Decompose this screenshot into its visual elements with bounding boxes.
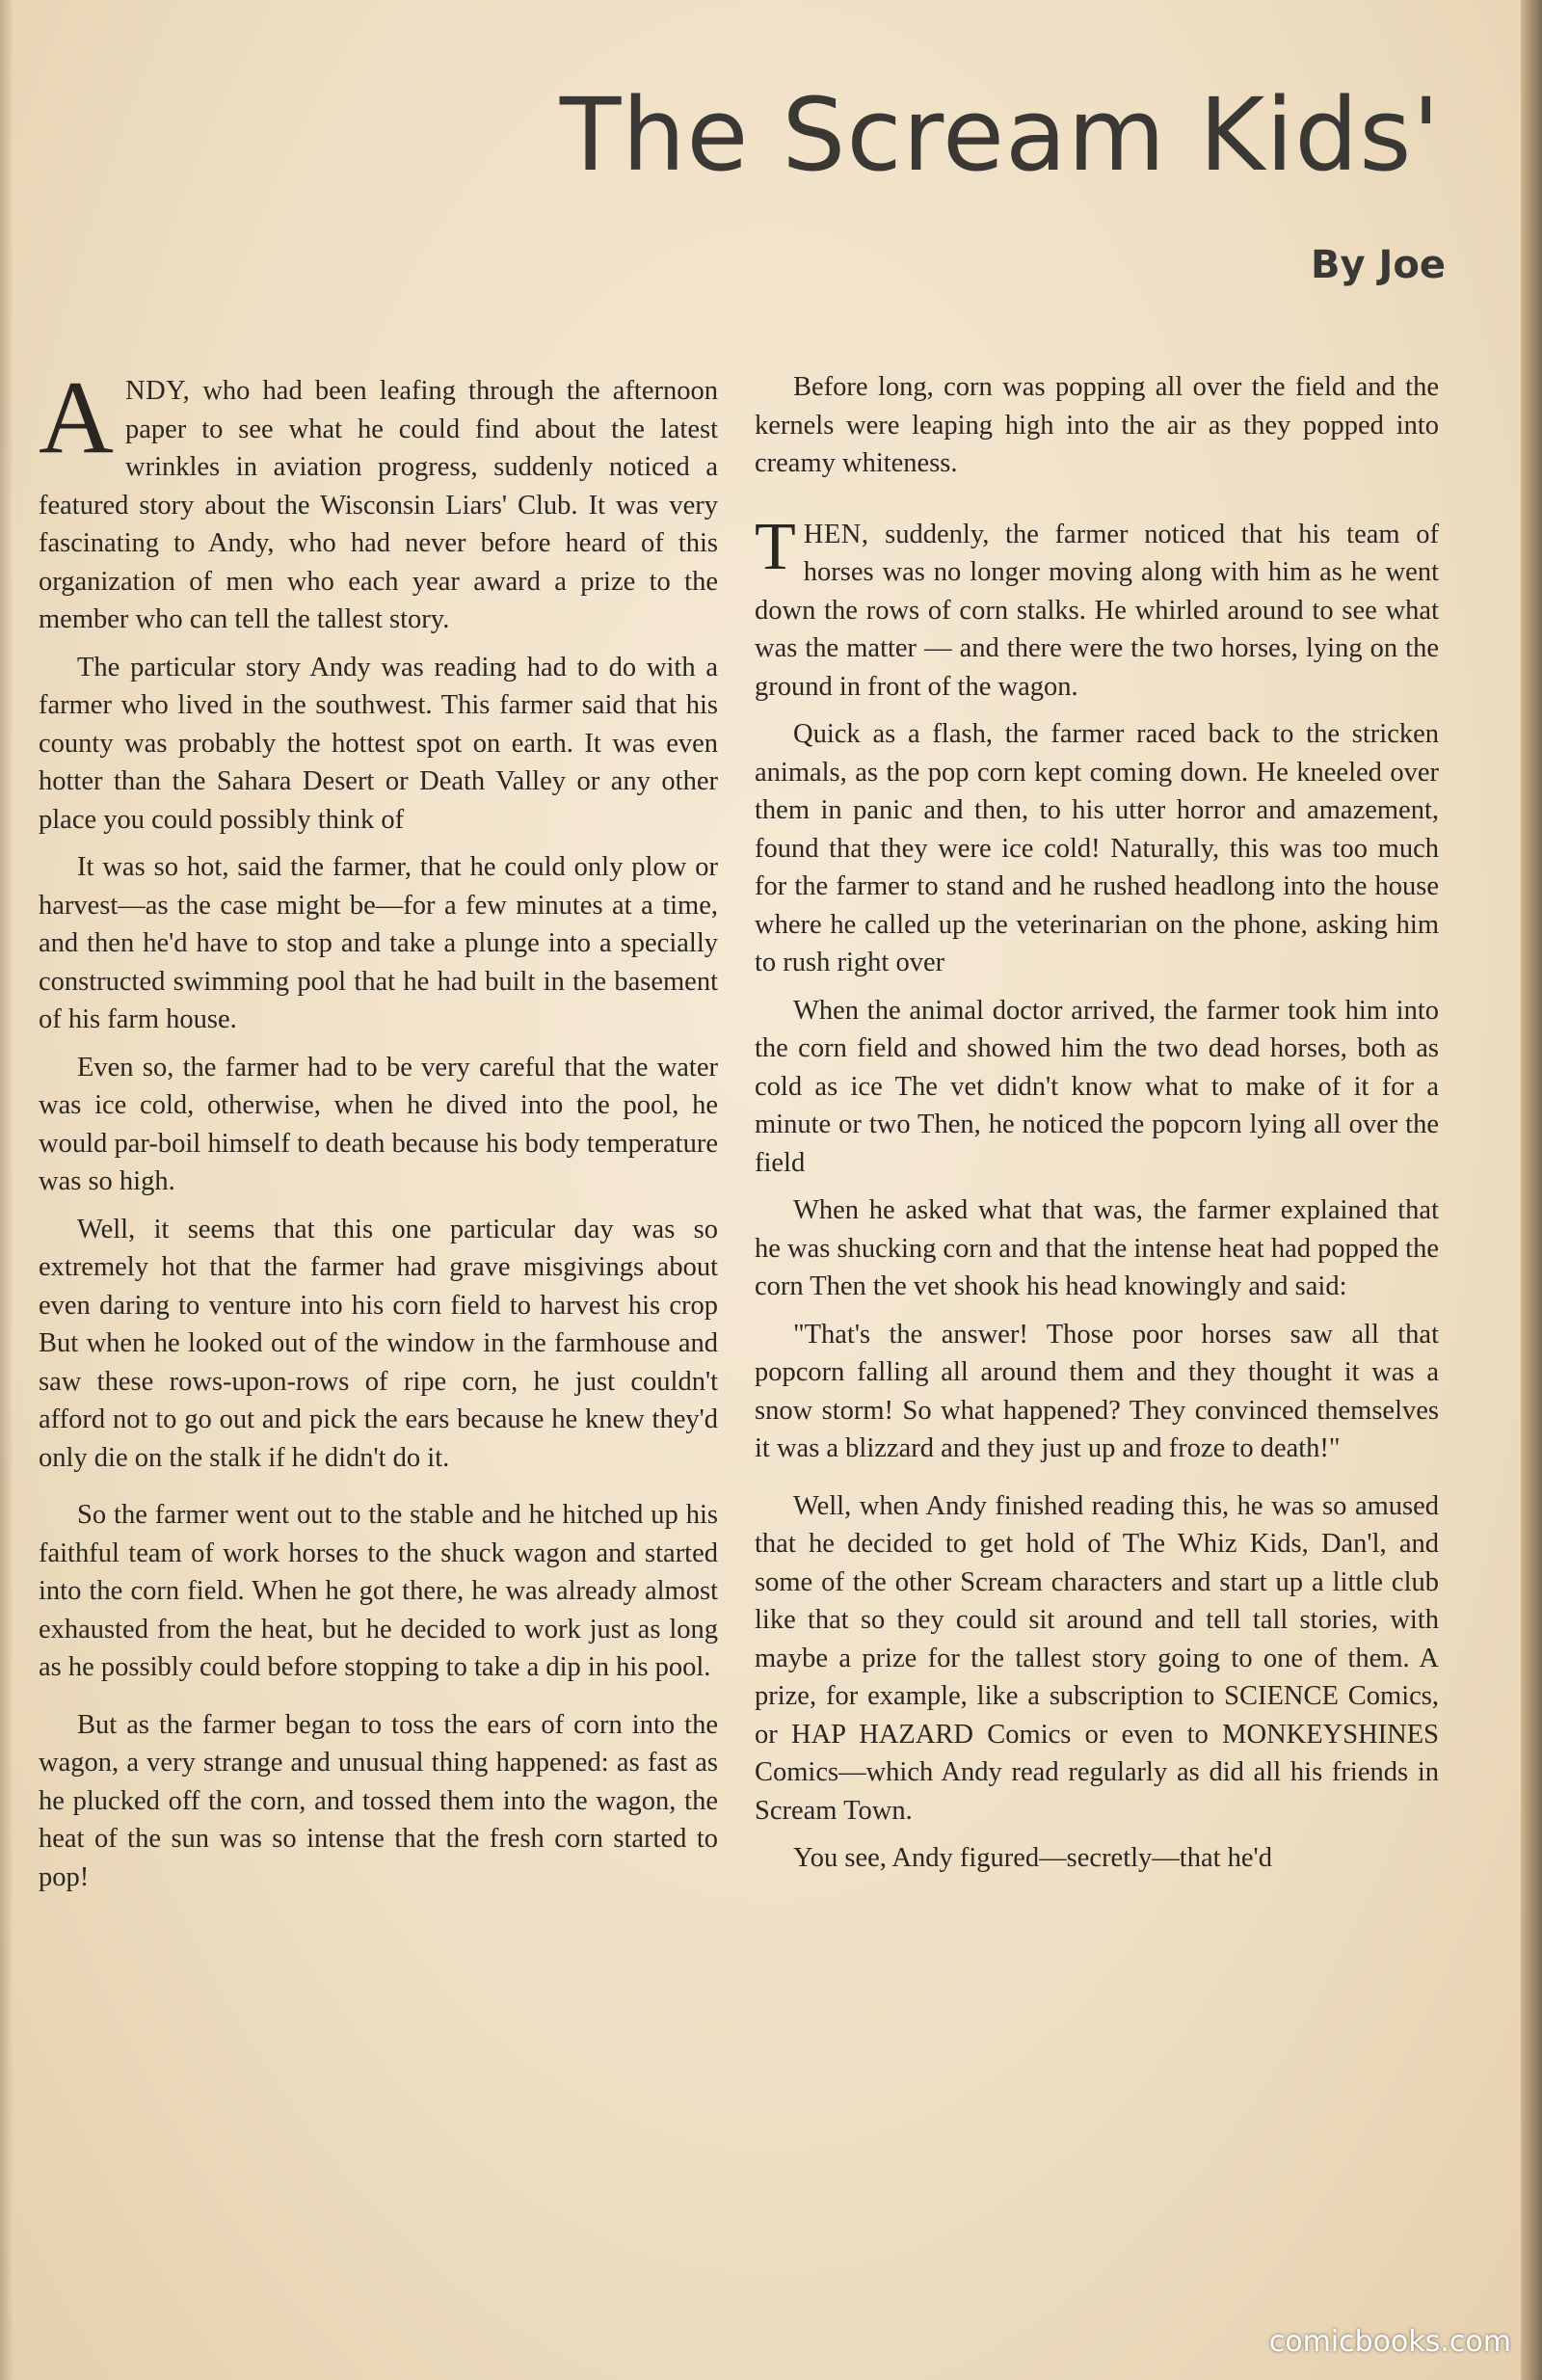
text-column-right xyxy=(755,368,1439,1887)
paragraph-3: It was so hot, said the farmer, that he could only plow or harvest—as the case might be—for a few minutes at a time, and then he'd have to stop and take a plunge into a specially constructed swimming pool that he had built in the basement of his farm house. xyxy=(39,852,718,1034)
paragraph-10: Quick as a flash, the farmer raced back to the stricken animals, as the pop corn kept coming down. He kneeled over them in panic and then, to his utter horror and amazement, found that they were ice cold! Naturally, this was too much for the farmer to stand and he rushed headlong into the house where he called up the veterinarian on the phone, asking him to rush right over xyxy=(755,719,1439,977)
paragraph-12: When he asked what that was, the farmer explained that he was shucking corn and that the intense heat had popped the corn Then the vet shook his head knowingly and said: xyxy=(755,1195,1439,1301)
lead-word: NDY, xyxy=(125,376,191,406)
paragraph-15: You see, Andy figured—secretly—that he'd xyxy=(793,1843,1272,1873)
paragraph-8: Before long, corn was popping all over the field and the kernels were leaping high into the air as they popped into creamy whiteness. xyxy=(755,372,1439,478)
drop-cap: T xyxy=(755,509,796,584)
paragraph-4: Even so, the farmer had to be very careful that the water was ice cold, otherwise, when he dived into the pool, he would par-boil himself to death because his body temperature was so high. xyxy=(39,1052,718,1196)
text-column-left xyxy=(39,361,718,1906)
paragraph-13: "That's the answer! Those poor horses saw all that popcorn falling all around them and they thought it was a snow storm! So what happened? They convinced themselves it was a blizzard and they just up and froze to death!" xyxy=(755,1319,1439,1463)
page-shadow-left xyxy=(0,0,13,2380)
paragraph-text: who had been leafing through the afternoon paper to see what he could find about the latest wrinkles in aviation progress, suddenly noticed a featured story about the Wisconsin Liars' Club. It was very fascinating to Andy, who had never before heard of this organization of men who each year award a prize to the member who can tell the tallest story. xyxy=(39,376,718,634)
lead-word: HEN, xyxy=(803,519,869,549)
paragraph-7: But as the farmer began to toss the ears of corn into the wagon, a very strange and unusual thing happened: as fast as he plucked off the corn, and tossed them into the wagon, the heat of the sun was so intense that the fresh corn started to pop! xyxy=(39,1709,718,1892)
paragraph-11: When the animal doctor arrived, the farmer took him into the corn field and showed him the two dead horses, both as cold as ice The vet didn't know what to make of it for a minute or two Then, he noticed the popcorn lying all over the field xyxy=(755,995,1439,1178)
byline: By Joe xyxy=(1311,243,1446,287)
paragraph-14: Well, when Andy finished reading this, he was so amused that he decided to get hold of The Whiz Kids, Dan'l, and some of the other Scream characters and start up a little club like that so they could sit around and tell tall stories, with maybe a prize for the tallest story going to one of them. A prize, for example, like a subscription to SCIENCE Comics, or HAP HAZARD Comics or even to MONKEYSHINES Comics—which Andy read regularly as did all his friends in Scream Town. xyxy=(755,1490,1439,1826)
paragraph-text: suddenly, the farmer noticed that his team of horses was no longer moving along with him as he went down the rows of corn stalks. He whirled around to see what was the matter — and there were the two horses, lying on the ground in front of the wagon. xyxy=(755,519,1439,702)
paragraph-1 xyxy=(39,361,718,639)
page-title: The Scream Kids' xyxy=(559,76,1441,194)
paragraph-9 xyxy=(755,509,1439,707)
paragraph-6: So the farmer went out to the stable and he hitched up his faithful team of work horses to the shuck wagon and started into the corn field. When he got there, he was already almost exhausted from the heat, but he decided to work just as long as he possibly could before stopping to take a dip in his pool. xyxy=(39,1500,718,1682)
paragraph-5: Well, it seems that this one particular day was so extremely hot that the farmer had grave misgivings about even daring to venture into his corn field to harvest his crop But when he looked out of the window in the farmhouse and saw these rows-upon-rows of ripe corn, he just couldn't afford not to go out and pick the ears because he knew they'd only die on the stalk if he didn't do it. xyxy=(39,1214,718,1473)
paragraph-2: The particular story Andy was reading had to do with a farmer who lived in the southwest. This farmer said that his county was probably the hottest spot on earth. It was even hotter than the Sahara Desert or Death Valley or any other place you could possibly think of xyxy=(39,652,718,835)
page-edge-right xyxy=(1521,0,1542,2380)
drop-cap: A xyxy=(39,361,114,475)
watermark: comicbooks.com xyxy=(1268,2325,1511,2359)
